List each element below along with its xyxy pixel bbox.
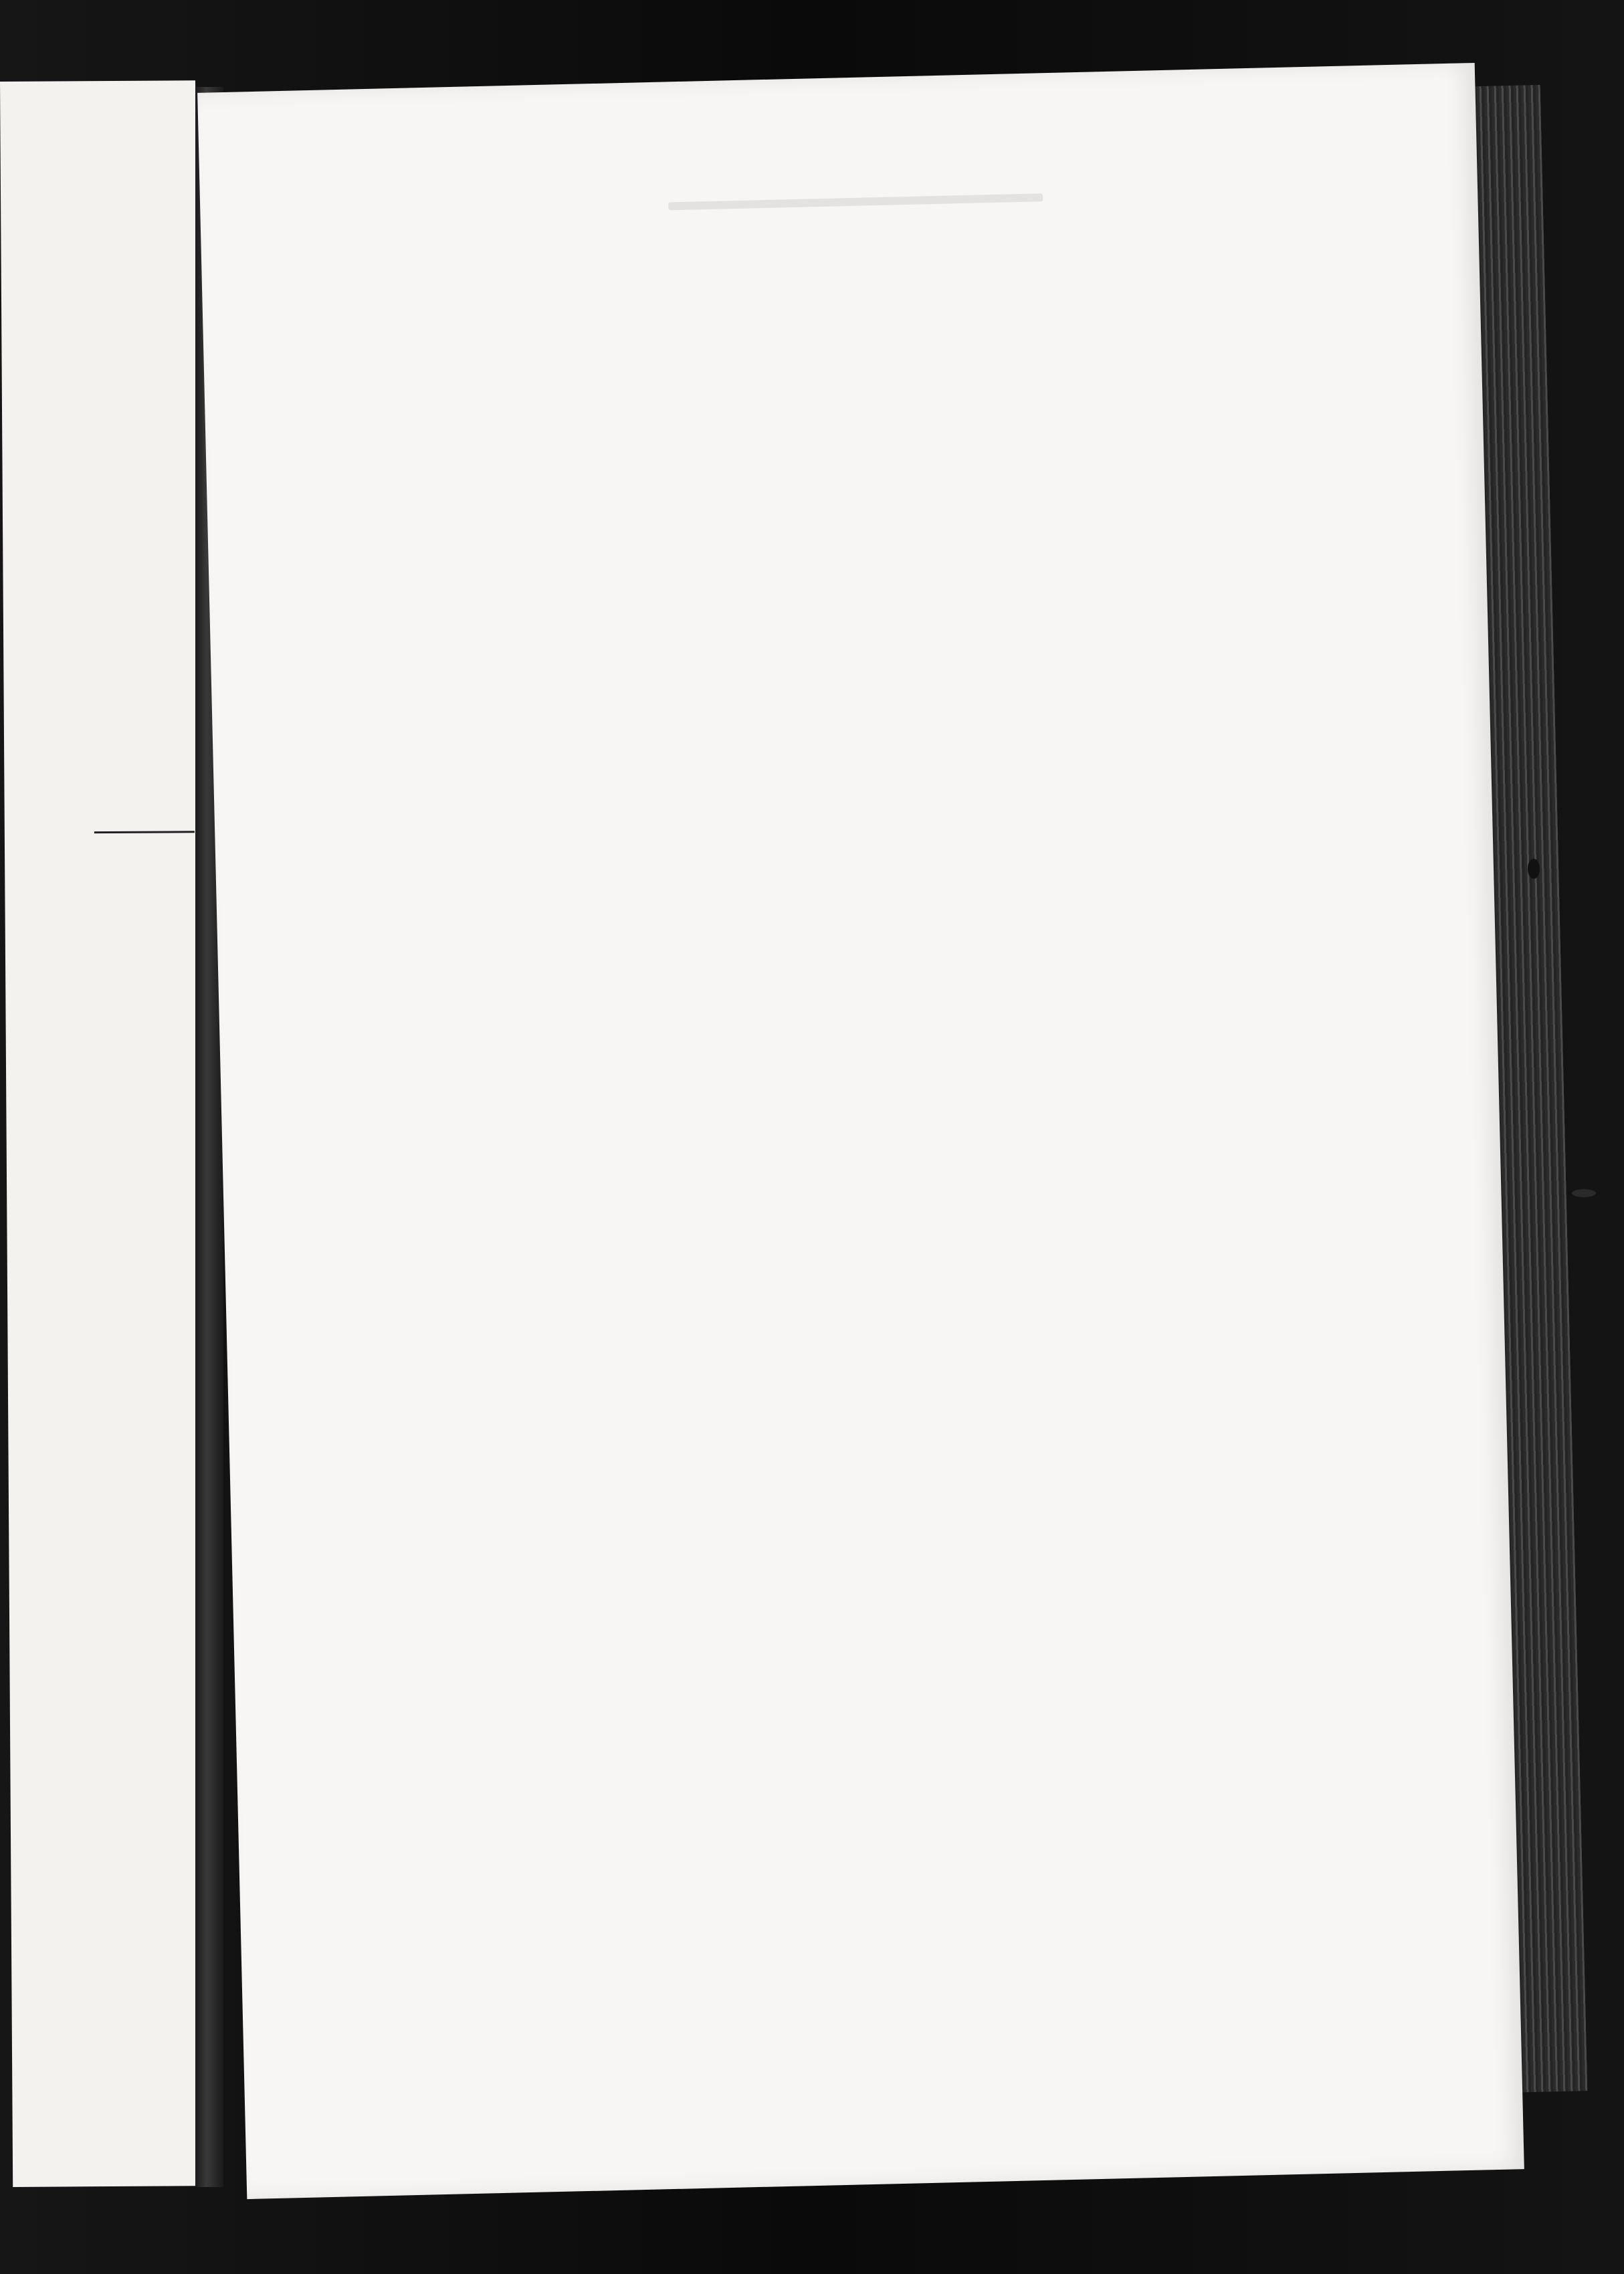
facing-page-footnote-rule bbox=[94, 831, 195, 833]
scan-speck bbox=[1528, 859, 1540, 879]
scan-speck bbox=[1572, 1189, 1596, 1197]
facing-page bbox=[0, 80, 208, 2187]
running-head-bleedthrough bbox=[668, 193, 1043, 210]
book-page bbox=[197, 63, 1524, 2199]
page-body bbox=[289, 269, 1239, 291]
